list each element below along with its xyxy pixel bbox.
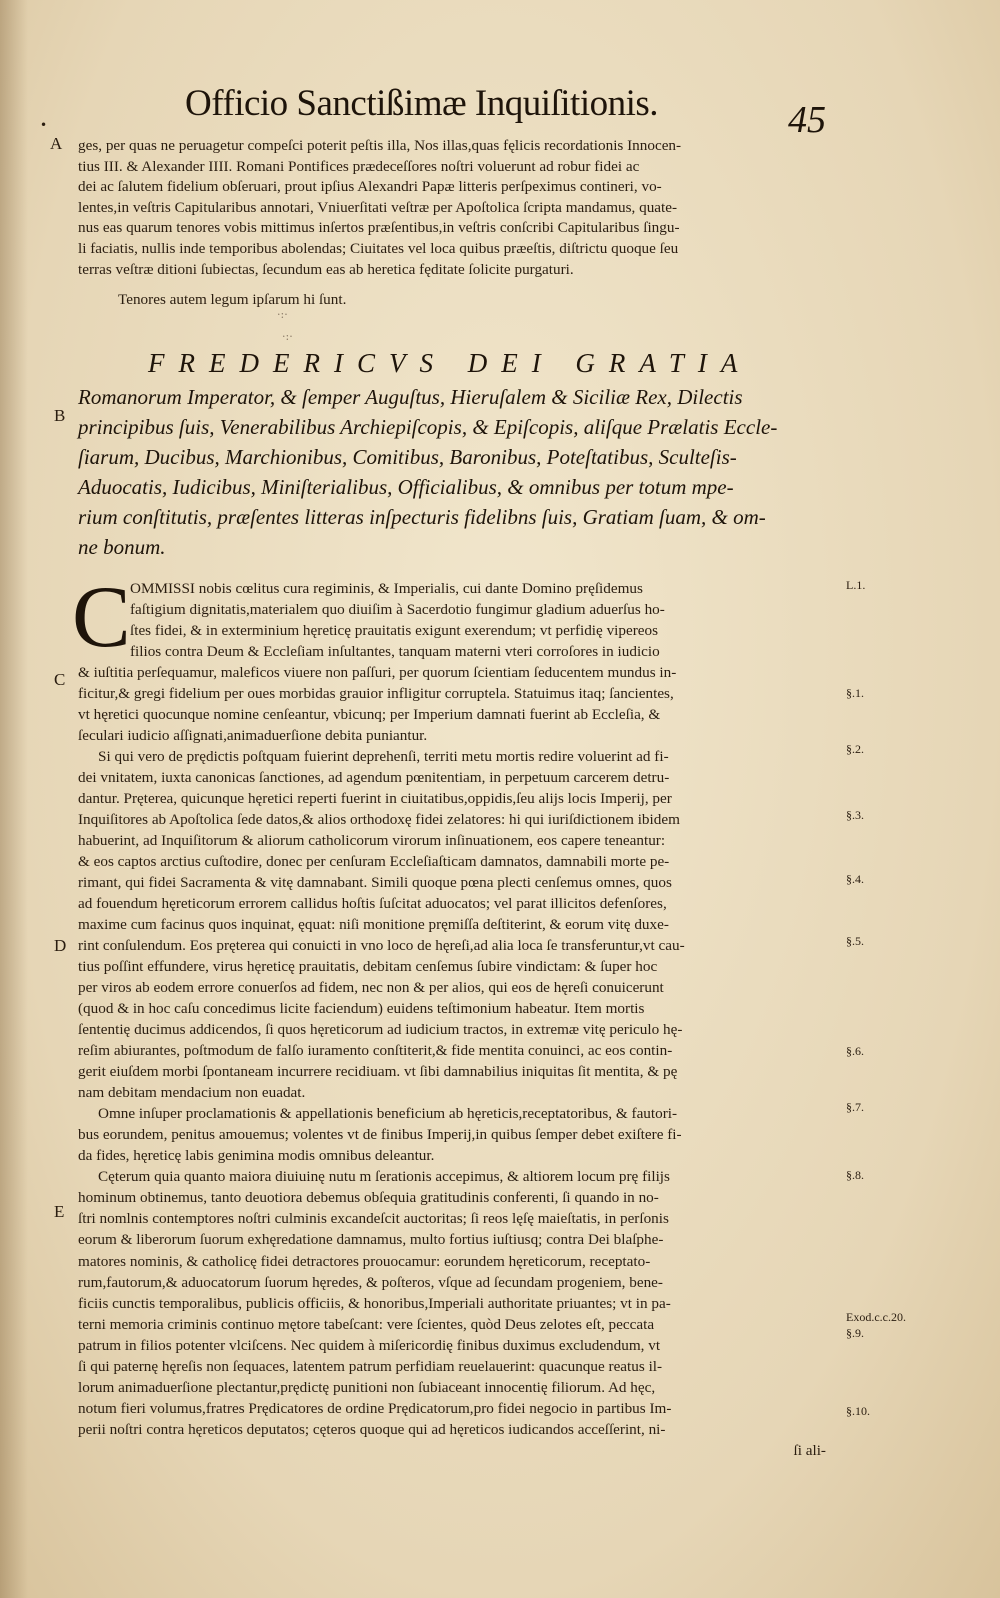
main-line: ad fouendum hęreticorum errorem callidus hoſtis ſuſcitat aduocatos; vel parat illicitos defenſores, xyxy=(78,895,667,913)
main-line: matores nominis, & catholicę fidei detractores prouocamur: eorundem hęreticorum, receptato- xyxy=(78,1252,651,1270)
main-line: Cęterum quia quanto maiora diuiuinę nutu m ſerationis accepimus, & altiorem locum prę filijs xyxy=(98,1168,670,1186)
margin-note: §.9. xyxy=(846,1326,864,1340)
intro-line: nus eas quarum tenores vobis mittimus inſertos præſentibus,in veſtris conſcribi Capitularibus ſingu- xyxy=(78,219,680,237)
main-line: dantur. Pręterea, quicunque hęretici reperti fuerint in ciuitatibus,oppidis,ſeu alijs locis Imperij, per xyxy=(78,790,672,808)
margin-note: L.1. xyxy=(846,578,866,592)
margin-note: §.2. xyxy=(846,742,864,756)
decree-line: ne bonum. xyxy=(78,535,166,559)
main-line: Si qui vero de prędictis poſtquam fuierint deprehenſi, territi metu mortis redire voluerint ad fi- xyxy=(98,748,669,766)
margin-letter: C xyxy=(54,670,66,689)
main-line: filios contra Deum & Eccleſiam inſultantes, tanquam materni vteri corroſores in iudicio xyxy=(130,643,660,661)
main-line: ſeculari iudicio aſſignati,animaduerſione debita puniantur. xyxy=(78,727,428,745)
margin-letter: D xyxy=(54,936,67,955)
margin-note: §.8. xyxy=(846,1168,864,1182)
margin-note: §.7. xyxy=(846,1100,864,1114)
main-line: Omne inſuper proclamationis & appellationis beneficium ab hęreticis,receptatoribus, & fautori- xyxy=(98,1105,678,1123)
margin-note: §.3. xyxy=(846,808,864,822)
main-line: rum,fautorum,& aduocatorum ſuorum hęredes, & poſteros, vſque ad ſecundam progeniem, bene- xyxy=(78,1273,663,1291)
decree-line: Romanorum Imperator, & ſemper Auguſtus, Hieruſalem & Siciliæ Rex, Dilectis xyxy=(78,385,743,409)
catchword: ſi ali- xyxy=(793,1441,826,1459)
page-bullet: • xyxy=(40,118,48,132)
intro-line: dei ac ſalutem fidelium obſeruari, prout ipſius Alexandri Papæ litteris perſpeximus contineri, vo- xyxy=(78,178,662,196)
main-line: faſtigium dignitatis,materialem quo diuiſim à Sacerdotio fungimur gladium aduerſus ho- xyxy=(130,601,665,619)
margin-note: §.6. xyxy=(846,1044,864,1058)
main-text xyxy=(78,578,838,1461)
margin-letter: A xyxy=(50,134,63,153)
drop-initial: C xyxy=(72,569,131,666)
main-line: rint conſulendum. Eos pręterea qui conuicti in vno loco de hęreſi,ad alia loca ſe transferuntur,vt cau- xyxy=(78,937,685,955)
main-line: da fides, hęreticę labis genimina modis omnibus deleantur. xyxy=(78,1147,435,1165)
main-line: (quod & in hoc caſu concedimus licite faciendum) euidens teſtimonium habeatur. Item mortis xyxy=(78,1000,645,1018)
margin-letter: B xyxy=(54,406,66,425)
intro-line: terras veſtræ ditioni ſubiectas, ſecundum eas ab heretica fęditate ſolicite purgaturi. xyxy=(78,260,574,278)
main-line: eorum & liberorum ſuorum exhęredatione damnamus, multo fortius iuſtiusq; contra Dei blaſphe- xyxy=(78,1231,664,1249)
main-line: & eos captos arctius cuſtodire, donec per cenſuram Eccleſiaſticam damnatos, damnabili morte pe- xyxy=(78,853,670,871)
main-line: ſtes fidei, & in exterminium hęreticę prauitatis exigunt exerendum; vt perfidię vipereos xyxy=(130,622,659,640)
main-line: habuerint, ad Inquiſitorum & aliorum catholicorum virorum inſinuationem, eos capere teneantur: xyxy=(78,832,666,850)
main-line: terni memoria criminis continuo mętore tabeſcant: vere ſcientes, quòd Deus zelotes eſt, peccata xyxy=(78,1315,655,1333)
main-line: vt hęretici quocunque nomine cenſeantur, vbicunq; per Imperium damnati fuerint ab Eccleſia, & xyxy=(78,706,661,724)
main-line: reſim abiurantes, poſtmodum de falſo iuramento conſtiterit,& fide mentita conuinci, ac eos contin- xyxy=(78,1042,673,1060)
main-line: gerit eiuſdem morbi ſpontaneam incurrere recidiuam. vt ſibi damnabilius iniquitas ſit mentita, & pę xyxy=(78,1063,678,1081)
main-line: patrum in filios potenter vlciſcens. Nec quidem à miſericordię finibus duximus excludendum, vt xyxy=(78,1336,661,1354)
margin-letter: E xyxy=(54,1202,65,1221)
main-line: maxime cum facinus quos inquinat, ęquat: niſi monitione pręmiſſa deſtiterint, & eorum vitę duxe- xyxy=(78,916,669,934)
main-line: ſententię ducimus addicendos, ſi quos hęreticorum ad iudicium tractos, in extremæ vitę periculo hę- xyxy=(78,1021,683,1039)
page-number: 45 xyxy=(788,99,826,141)
intro-line: tius III. & Alexander IIII. Romani Pontifices prædeceſſores noſtri voluerunt ad robur fidei ac xyxy=(78,157,640,175)
intro-line: lentes,in veſtris Capitularibus annotari, Vniuerſitati veſtræ per Apoſtolica ſcripta mandamus, quate- xyxy=(78,198,678,216)
decree-salutation xyxy=(78,382,838,562)
margin-note: §.10. xyxy=(846,1404,870,1418)
ornament-mark: ·:· xyxy=(282,330,293,343)
intro-line: ges, per quas ne peruagetur compeſci poterit peſtis illa, Nos illas,quas fęlicis recordationis Innocen- xyxy=(78,137,682,154)
main-line: nam debitam mendacium non euadat. xyxy=(78,1084,306,1102)
ornament-mark: ·:· xyxy=(277,308,288,321)
main-line: rimant, qui fidei Sacramenta & vitę damnabant. Simili quoque pœna plecti cenſemus omnes, quos xyxy=(78,874,672,892)
main-line: & iuſtitia perſequamur, maleficos viuere non paſſuri, per quorum ſcientiam ſeducentem mundus in- xyxy=(78,664,677,682)
main-line: ſi qui paternę hęreſis non ſequaces, latentem patrum perfidiam reuelauerint: quacunque reatus il- xyxy=(78,1357,663,1375)
main-line: ficitur,& gregi fidelium per oues morbidas grauior infligitur corruptela. Statuimus itaq; ſancientes, xyxy=(78,685,674,703)
main-line: per viros ab eodem errore conuerſos ad fidem, nec non & per alios, qui eos de hęreſi conuicerunt xyxy=(78,979,664,997)
margin-note: §.5. xyxy=(846,934,864,948)
main-line: Inquiſitores ab Apoſtolica ſede datos,& alios orthodoxę fidei zelatores: hi qui iuriſdictionem ibidem xyxy=(78,811,680,829)
main-line: bus eorundem, penitus amouemus; volentes vt de finibus Imperij,in quibus ſemper debet exiſtere fi- xyxy=(78,1126,682,1144)
main-line: perii noſtri contra hęreticos deputatos; cęteros quoque qui ad hęreticos iudicandos acceſſerint, ni- xyxy=(78,1420,666,1438)
decree-line: ſiarum, Ducibus, Marchionibus, Comitibus, Baronibus, Poteſtatibus, Sculteſis- xyxy=(78,445,737,469)
main-line: OMMISSI nobis cœlitus cura regiminis, & Imperialis, cui dante Domino pręſidemus xyxy=(130,580,643,597)
main-line: notum fieri volumus,fratres Prędicatores de ordine Prędicatorum,pro fidei negocio in partibus Im- xyxy=(78,1399,672,1417)
main-line: ficiis cunctis temporalibus, publicis officiis, & honoribus,Imperiali authoritate priuantes; vt in pa- xyxy=(78,1294,671,1312)
decree-line: rium conſtitutis, præſentes litteras inſpecturis fidelibns ſuis, Gratiam ſuam, & om- xyxy=(78,505,766,529)
margin-note: §.4. xyxy=(846,872,864,886)
main-line: hominum obtinemus, tanto deuotiora debemus obſequia gratitudinis conferenti, ſi quando in no- xyxy=(78,1189,659,1207)
decree-line: Aduocatis, Iudicibus, Miniſterialibus, Officialibus, & omnibus per totum mpe- xyxy=(78,475,734,499)
main-line: lorum animaduerſione plectantur,prędictę punitioni non ſubiaceant innocentię filiorum. Ad hęc, xyxy=(78,1378,656,1396)
running-header-title: Officio Sanctißimæ Inquiſitionis. xyxy=(185,83,659,124)
tenores-line: Tenores autem legum ipſarum hi ſunt. xyxy=(118,291,347,308)
margin-note: Exod.c.c.20. xyxy=(846,1310,906,1324)
main-line: ſtri nomlnis contemptores noſtri culminis excandeſcit auctoritas; ſi reos lęſę maieſtatis, in perſonis xyxy=(78,1210,669,1228)
spine-shadow xyxy=(0,0,28,1598)
decree-heading: FREDERICVS DEI GRATIA xyxy=(148,348,752,378)
margin-note: §.1. xyxy=(846,686,864,700)
intro-paragraph xyxy=(78,136,838,280)
decree-line: principibus ſuis, Venerabilibus Archiepiſcopis, & Epiſcopis, aliſque Prælatis Eccle- xyxy=(78,415,778,439)
main-line: dei vnitatem, iuxta canonicas ſanctiones, ad agendum pœnitentiam, in perpetuum carcerem detru- xyxy=(78,769,670,787)
intro-line: li faciatis, nullis inde temporibus abolendas; Ciuitates vel loca quibus præeſtis, diſtrictu quoque ſeu xyxy=(78,239,679,257)
main-line: tius poſſint effundere, virus hęreticę prauitatis, debitam cenſemus ſubire vindictam: & ſuper hoc xyxy=(78,958,658,976)
